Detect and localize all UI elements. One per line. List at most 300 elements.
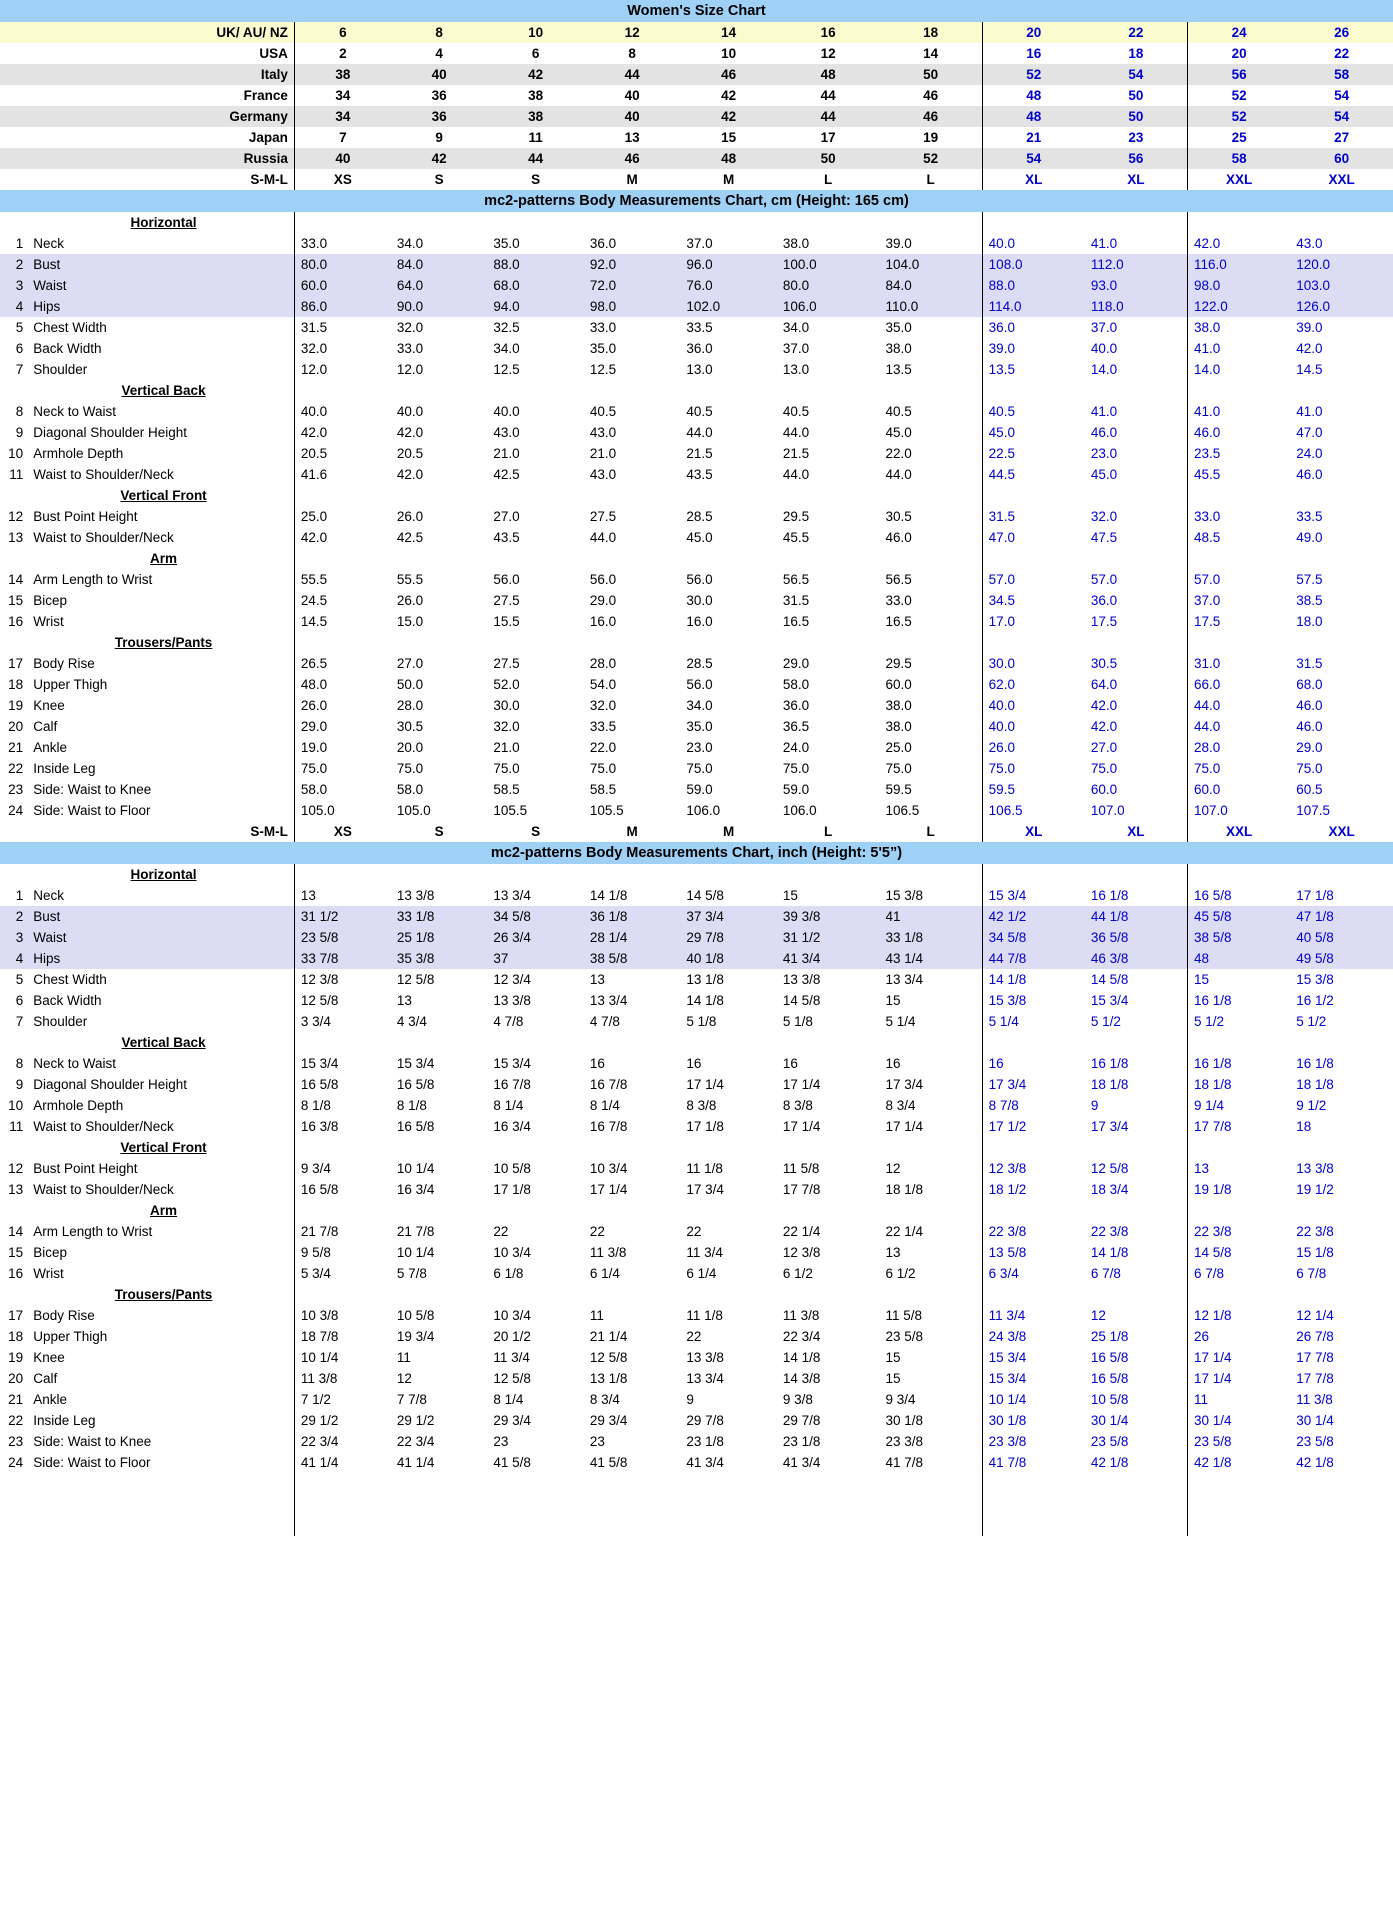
measurement-value-1: 23 5/8: [294, 927, 390, 948]
measurement-value-11: 22 3/8: [1296, 1224, 1334, 1239]
measurement-label: Shoulder: [33, 1014, 88, 1029]
measurement-value-10: 30 1/4: [1188, 1410, 1291, 1431]
size-row-value-1: XS: [294, 169, 390, 190]
measurement-value-6: 31 1/2: [782, 930, 821, 945]
measurement-value-9: 25 1/8: [1090, 1329, 1129, 1344]
measurement-label: Inside Leg: [33, 761, 96, 776]
measurement-value-1: 42.0: [294, 527, 390, 548]
measurement-value-5: 16: [686, 1056, 702, 1071]
size-row-value-8: 48: [982, 106, 1085, 127]
measurement-value-9: 57.0: [1090, 572, 1118, 587]
measurement-value-3: 58.5: [493, 782, 520, 797]
group-heading-pad: [1290, 1032, 1393, 1053]
measurement-value-1: 9 5/8: [294, 1242, 390, 1263]
measurement-value-6: 31.5: [782, 593, 810, 608]
measurement-value-8: 41 7/8: [982, 1452, 1085, 1473]
measurement-value-11: 68.0: [1296, 677, 1323, 692]
group-heading-pad: [1085, 485, 1188, 506]
size-row: [0, 64, 1393, 85]
measurement-value-5: 17 1/8: [686, 1119, 724, 1134]
measurement-value-4: 14 1/8: [589, 888, 628, 903]
measurement-value-9: 16 5/8: [1090, 1371, 1129, 1386]
measurement-value-11: 38.5: [1296, 593, 1323, 608]
measurement-value-3: 10 3/4: [493, 1245, 531, 1260]
measurement-value-6: 40.5: [782, 404, 810, 419]
measurement-value-4: 8 1/4: [589, 1098, 620, 1113]
measurement-number: 23: [8, 1434, 24, 1449]
measurement-value-3: 56.0: [493, 572, 520, 587]
measurement-value-11: 75.0: [1296, 761, 1323, 776]
measurement-value-4: 13 1/8: [589, 1371, 628, 1386]
page-title: Women's Size Chart: [0, 0, 1393, 22]
spacer: [0, 548, 27, 569]
measurement-value-3: 35.0: [493, 236, 520, 251]
group-heading-pad: [487, 548, 583, 569]
measurement-value-11: 16 1/2: [1296, 993, 1334, 1008]
measurement-value-10: 42.0: [1188, 233, 1291, 254]
group-heading-pad: [294, 380, 390, 401]
measurement-row: [0, 906, 1393, 927]
measurement-value-8: 62.0: [982, 674, 1085, 695]
measurement-number: 15: [8, 593, 24, 608]
measurement-value-7: 59.5: [885, 782, 912, 797]
measurement-label: Neck: [33, 888, 64, 903]
group-heading-pad: [584, 212, 680, 233]
measurement-value-9: 22 3/8: [1090, 1224, 1129, 1239]
group-heading-pad: [294, 864, 390, 885]
group-heading: Trousers/Pants: [114, 1287, 213, 1302]
measurement-value-5: 28.5: [686, 656, 713, 671]
measurement-value-7: 106.5: [885, 803, 920, 818]
measurement-value-11: 126.0: [1296, 299, 1330, 314]
measurement-value-7: 25.0: [885, 740, 912, 755]
measurement-value-1: 12 5/8: [294, 990, 390, 1011]
group-heading-pad: [880, 1137, 983, 1158]
measurement-row: [0, 317, 1393, 338]
measurement-value-6: 58.0: [782, 677, 810, 692]
size-row-value-10: 24: [1188, 22, 1291, 43]
group-heading-pad: [777, 1200, 880, 1221]
size-row-value-5: 48: [721, 151, 737, 166]
measurement-value-6: 59.0: [782, 782, 810, 797]
measurement-row: [0, 1263, 1393, 1284]
measurement-value-10: 98.0: [1188, 275, 1291, 296]
measurement-value-1: 55.5: [294, 569, 390, 590]
measurement-value-10: 23 5/8: [1188, 1431, 1291, 1452]
group-heading: Arm: [150, 1203, 178, 1218]
group-heading-pad: [294, 1032, 390, 1053]
measurement-value-2: 42.0: [396, 467, 424, 482]
measurement-value-2: 12 5/8: [396, 972, 435, 987]
measurement-value-5: 28.5: [686, 509, 713, 524]
measurement-value-9: 36 5/8: [1090, 930, 1129, 945]
measurement-value-1: 9 3/4: [294, 1158, 390, 1179]
group-heading-pad: [880, 548, 983, 569]
measurement-value-5: 9: [686, 1392, 694, 1407]
size-row-value-1: 34: [294, 85, 390, 106]
measurement-value-2: 33.0: [396, 341, 424, 356]
measurement-value-2: 15.0: [396, 614, 424, 629]
measurement-value-10: 122.0: [1188, 296, 1291, 317]
row-index-spacer: [0, 64, 27, 85]
group-heading-pad: [1085, 1284, 1188, 1305]
measurement-value-3: 43.5: [493, 530, 520, 545]
size-row-value-11: 58: [1334, 67, 1350, 82]
measurement-value-10: 60.0: [1188, 779, 1291, 800]
measurement-value-10: 41.0: [1188, 401, 1291, 422]
measurement-value-10: 17 1/4: [1188, 1347, 1291, 1368]
measurement-row: [0, 506, 1393, 527]
measurement-number: 3: [15, 278, 24, 293]
measurement-value-11: 46.0: [1296, 719, 1323, 734]
measurement-value-2: 16 5/8: [396, 1077, 435, 1092]
measurement-value-4: 35.0: [589, 341, 617, 356]
group-heading-pad: [777, 864, 880, 885]
measurement-value-10: 57.0: [1188, 569, 1291, 590]
measurement-value-1: 42.0: [294, 422, 390, 443]
measurement-value-1: 22 3/4: [294, 1431, 390, 1452]
group-heading-pad: [487, 1284, 583, 1305]
measurement-value-10: 28.0: [1188, 737, 1291, 758]
measurement-value-4: 40.5: [589, 404, 617, 419]
group-heading-pad: [1290, 548, 1393, 569]
measurement-value-10: 46.0: [1188, 422, 1291, 443]
measurement-value-10: 48.5: [1188, 527, 1291, 548]
measurement-label: Knee: [33, 698, 65, 713]
measurement-value-7: 84.0: [885, 278, 912, 293]
measurement-value-4: 105.5: [589, 803, 624, 818]
measurement-value-4: 54.0: [589, 677, 617, 692]
measurement-value-6: 11 5/8: [782, 1161, 820, 1176]
measurement-value-9: 9: [1090, 1098, 1099, 1113]
measurement-value-6: 29 7/8: [782, 1413, 821, 1428]
measurement-value-1: 18 7/8: [294, 1326, 390, 1347]
measurement-row: [0, 885, 1393, 906]
measurement-value-10: 31.0: [1188, 653, 1291, 674]
measurement-value-4: 22: [589, 1224, 605, 1239]
measurement-value-5: 30.0: [686, 593, 713, 608]
measurement-value-1: 105.0: [294, 800, 390, 821]
measurement-value-6: 36.0: [782, 698, 810, 713]
group-heading-pad: [1188, 212, 1291, 233]
measurement-value-3: 4 7/8: [493, 1014, 524, 1029]
measurement-row: [0, 590, 1393, 611]
measurement-value-7: 38.0: [885, 719, 912, 734]
measurement-label: Waist: [33, 930, 67, 945]
sml-row-value-11: XXL: [1328, 824, 1355, 839]
measurement-value-9: 16 5/8: [1090, 1350, 1129, 1365]
measurement-value-10: 107.0: [1188, 800, 1291, 821]
measurement-value-3: 10 3/4: [493, 1308, 531, 1323]
size-row-value-2: 40: [431, 67, 447, 82]
measurement-number: 11: [9, 1119, 24, 1134]
measurement-number: 17: [8, 656, 24, 671]
group-heading-pad: [391, 212, 487, 233]
measurement-value-4: 6 1/4: [589, 1266, 620, 1281]
group-heading-pad: [391, 1284, 487, 1305]
size-row-value-9: 50: [1128, 109, 1144, 124]
measurement-value-5: 40 1/8: [686, 951, 724, 966]
measurement-value-5: 44.0: [686, 425, 713, 440]
measurement-row: [0, 1431, 1393, 1452]
size-row-value-3: 44: [528, 151, 544, 166]
measurement-value-6: 14 1/8: [782, 1350, 821, 1365]
measurement-value-2: 55.5: [396, 572, 424, 587]
filler: [1188, 1515, 1291, 1536]
measurement-value-1: 80.0: [294, 254, 390, 275]
size-row: [0, 22, 1393, 43]
measurement-value-5: 8 3/8: [686, 1098, 717, 1113]
sml-row: [0, 821, 1393, 842]
measurement-value-11: 11 3/8: [1296, 1392, 1333, 1407]
measurement-value-10: 26: [1188, 1326, 1291, 1347]
group-heading-row: [0, 864, 1393, 885]
size-row-value-3: S: [531, 172, 541, 187]
measurement-row: [0, 1389, 1393, 1410]
measurement-value-4: 10 3/4: [589, 1161, 628, 1176]
group-heading-pad: [777, 632, 880, 653]
measurement-value-5: 14 5/8: [686, 888, 724, 903]
sml-row-value-8: XL: [982, 821, 1085, 842]
measurement-value-11: 49 5/8: [1296, 951, 1334, 966]
filler: [880, 1515, 983, 1536]
measurement-value-1: 16 5/8: [294, 1074, 390, 1095]
size-row-value-8: 21: [982, 127, 1085, 148]
spacer: [0, 485, 27, 506]
measurement-value-9: 14.0: [1090, 362, 1118, 377]
measurement-value-7: 23 5/8: [885, 1329, 924, 1344]
filler: [294, 1515, 390, 1536]
group-heading-pad: [584, 380, 680, 401]
measurement-number: 12: [8, 509, 24, 524]
filler: [391, 1473, 487, 1494]
size-row-value-6: 12: [820, 46, 836, 61]
spacer: [0, 1137, 27, 1158]
measurement-value-1: 31 1/2: [294, 906, 390, 927]
measurement-value-4: 8 3/4: [589, 1392, 620, 1407]
group-heading-pad: [680, 1200, 776, 1221]
group-heading-pad: [1290, 380, 1393, 401]
measurement-value-2: 42.0: [396, 425, 424, 440]
sml-row-value-9: XL: [1127, 824, 1145, 839]
size-row-value-4: 44: [624, 67, 640, 82]
measurement-value-6: 6 1/2: [782, 1266, 813, 1281]
measurement-value-7: 40.5: [885, 404, 912, 419]
measurement-row: [0, 1158, 1393, 1179]
measurement-value-4: 12 5/8: [589, 1350, 628, 1365]
measurement-value-4: 27.5: [589, 509, 617, 524]
group-heading-pad: [680, 212, 776, 233]
measurement-value-1: 7 1/2: [294, 1389, 390, 1410]
measurement-number: 22: [8, 1413, 24, 1428]
measurement-value-7: 33.0: [885, 593, 912, 608]
group-heading-pad: [584, 548, 680, 569]
measurement-value-4: 11 3/8: [589, 1245, 627, 1260]
measurement-value-11: 39.0: [1296, 320, 1323, 335]
measurement-value-8: 13.5: [982, 359, 1085, 380]
measurement-number: 4: [15, 299, 24, 314]
size-row-value-4: 12: [624, 25, 640, 40]
group-heading-pad: [680, 1284, 776, 1305]
measurement-value-11: 57.5: [1296, 572, 1323, 587]
group-heading-pad: [777, 380, 880, 401]
measurement-value-11: 6 7/8: [1296, 1266, 1327, 1281]
group-heading: Vertical Front: [120, 488, 207, 503]
measurement-row: [0, 401, 1393, 422]
measurement-value-3: 8 1/4: [493, 1098, 524, 1113]
measurement-value-5: 23.0: [686, 740, 713, 755]
size-row-value-4: M: [626, 172, 638, 187]
measurement-value-7: 75.0: [885, 761, 912, 776]
filler: [777, 1515, 880, 1536]
measurement-label: Bust: [33, 909, 61, 924]
measurement-value-6: 11 3/8: [782, 1308, 820, 1323]
sml-row-value-6: L: [824, 824, 833, 839]
measurement-value-1: 75.0: [294, 758, 390, 779]
measurement-value-7: 17 3/4: [885, 1077, 924, 1092]
measurement-number: 23: [8, 782, 24, 797]
filler: [777, 1473, 880, 1494]
measurement-value-2: 58.0: [396, 782, 424, 797]
size-row-label: Russia: [243, 151, 288, 166]
measurement-value-2: 29 1/2: [396, 1413, 435, 1428]
group-heading-pad: [1085, 864, 1188, 885]
measurement-value-8: 40.5: [982, 401, 1085, 422]
measurement-value-3: 42.5: [493, 467, 520, 482]
measurement-value-10: 48: [1188, 948, 1291, 969]
measurement-value-11: 120.0: [1296, 257, 1330, 272]
measurement-value-4: 98.0: [589, 299, 617, 314]
measurement-value-7: 38.0: [885, 698, 912, 713]
group-heading-pad: [777, 1032, 880, 1053]
measurement-row: [0, 695, 1393, 716]
measurement-value-7: 12: [885, 1161, 901, 1176]
measurement-value-3: 15 3/4: [493, 1056, 531, 1071]
size-row-value-6: 50: [820, 151, 836, 166]
size-row-value-8: 52: [982, 64, 1085, 85]
measurement-value-6: 16: [782, 1056, 798, 1071]
measurement-label: Side: Waist to Floor: [33, 803, 151, 818]
sml-row-value-3: S: [531, 824, 541, 839]
measurement-value-5: 23 1/8: [686, 1434, 724, 1449]
measurement-value-3: 30.0: [493, 698, 520, 713]
measurement-value-11: 26 7/8: [1296, 1329, 1334, 1344]
measurement-value-7: 110.0: [885, 299, 919, 314]
group-heading-pad: [1188, 380, 1291, 401]
measurement-value-2: 19 3/4: [396, 1329, 435, 1344]
measurement-number: 24: [8, 803, 24, 818]
measurement-value-8: 13 5/8: [982, 1242, 1085, 1263]
measurement-value-11: 9 1/2: [1296, 1098, 1327, 1113]
measurement-value-8: 15 3/8: [982, 990, 1085, 1011]
sml-row-value-7: L: [926, 824, 935, 839]
measurement-value-6: 13 3/8: [782, 972, 821, 987]
measurement-value-8: 22 3/8: [982, 1221, 1085, 1242]
measurement-value-9: 37.0: [1090, 320, 1118, 335]
measurement-value-10: 23.5: [1188, 443, 1291, 464]
size-row-value-1: 34: [294, 106, 390, 127]
size-row-value-1: 2: [294, 43, 390, 64]
measurement-value-9: 36.0: [1090, 593, 1118, 608]
measurement-value-4: 28 1/4: [589, 930, 628, 945]
measurement-label: Back Width: [33, 341, 102, 356]
group-heading-pad: [1188, 1284, 1291, 1305]
measurement-value-2: 28.0: [396, 698, 424, 713]
measurement-value-5: 21.5: [686, 446, 713, 461]
measurement-value-6: 80.0: [782, 278, 810, 293]
filler: [777, 1494, 880, 1515]
group-heading-pad: [487, 1200, 583, 1221]
size-row-value-9: 18: [1128, 46, 1144, 61]
measurement-value-7: 9 3/4: [885, 1392, 916, 1407]
measurement-value-11: 42 1/8: [1296, 1455, 1334, 1470]
filler: [982, 1494, 1085, 1515]
measurement-row: [0, 464, 1393, 485]
measurement-value-5: 96.0: [686, 257, 713, 272]
table-bottom-filler-row: [0, 1473, 1393, 1494]
measurement-value-8: 59.5: [982, 779, 1085, 800]
measurement-value-6: 106.0: [782, 803, 817, 818]
measurement-value-5: 45.0: [686, 530, 713, 545]
measurement-value-3: 16 3/4: [493, 1119, 531, 1134]
measurement-value-11: 13 3/8: [1296, 1161, 1334, 1176]
measurement-value-1: 26.5: [294, 653, 390, 674]
group-heading-row: [0, 632, 1393, 653]
measurement-value-1: 29.0: [294, 716, 390, 737]
measurement-row: [0, 233, 1393, 254]
measurement-value-9: 17.5: [1090, 614, 1118, 629]
measurement-value-6: 29.0: [782, 656, 810, 671]
measurement-value-7: 35.0: [885, 320, 912, 335]
group-heading-pad: [391, 1032, 487, 1053]
measurement-number: 10: [8, 446, 24, 461]
measurement-label: Waist to Shoulder/Neck: [33, 530, 174, 545]
measurement-value-11: 12 1/4: [1296, 1308, 1334, 1323]
measurement-value-3: 105.5: [493, 803, 528, 818]
group-heading-pad: [1290, 1137, 1393, 1158]
measurement-value-7: 16: [885, 1056, 901, 1071]
measurement-value-11: 40 5/8: [1296, 930, 1334, 945]
group-heading-pad: [584, 1137, 680, 1158]
measurement-value-3: 27.0: [493, 509, 520, 524]
measurement-value-4: 32.0: [589, 698, 617, 713]
measurement-value-6: 17 7/8: [782, 1182, 821, 1197]
size-row-value-3: 42: [528, 67, 544, 82]
group-heading-pad: [1290, 1200, 1393, 1221]
measurement-value-5: 22: [686, 1224, 702, 1239]
measurement-row: [0, 1179, 1393, 1200]
measurement-value-10: 17 7/8: [1188, 1116, 1291, 1137]
group-heading-pad: [1188, 548, 1291, 569]
measurement-label: Ankle: [33, 740, 67, 755]
measurement-number: 14: [8, 572, 24, 587]
measurement-value-2: 90.0: [396, 299, 424, 314]
group-heading-pad: [982, 864, 1085, 885]
size-row-value-1: 40: [294, 148, 390, 169]
measurement-value-5: 13 1/8: [686, 972, 724, 987]
measurement-value-1: 33 7/8: [294, 948, 390, 969]
measurement-value-4: 33.5: [589, 719, 617, 734]
size-row-value-7: L: [926, 172, 935, 187]
measurement-value-7: 13: [885, 1245, 901, 1260]
size-row-value-1: 6: [294, 22, 390, 43]
measurement-value-8: 40.0: [982, 695, 1085, 716]
size-row-value-6: 17: [820, 130, 836, 145]
measurement-value-1: 40.0: [294, 401, 390, 422]
group-heading-pad: [487, 212, 583, 233]
measurement-value-8: 12 3/8: [982, 1158, 1085, 1179]
group-heading-pad: [584, 485, 680, 506]
